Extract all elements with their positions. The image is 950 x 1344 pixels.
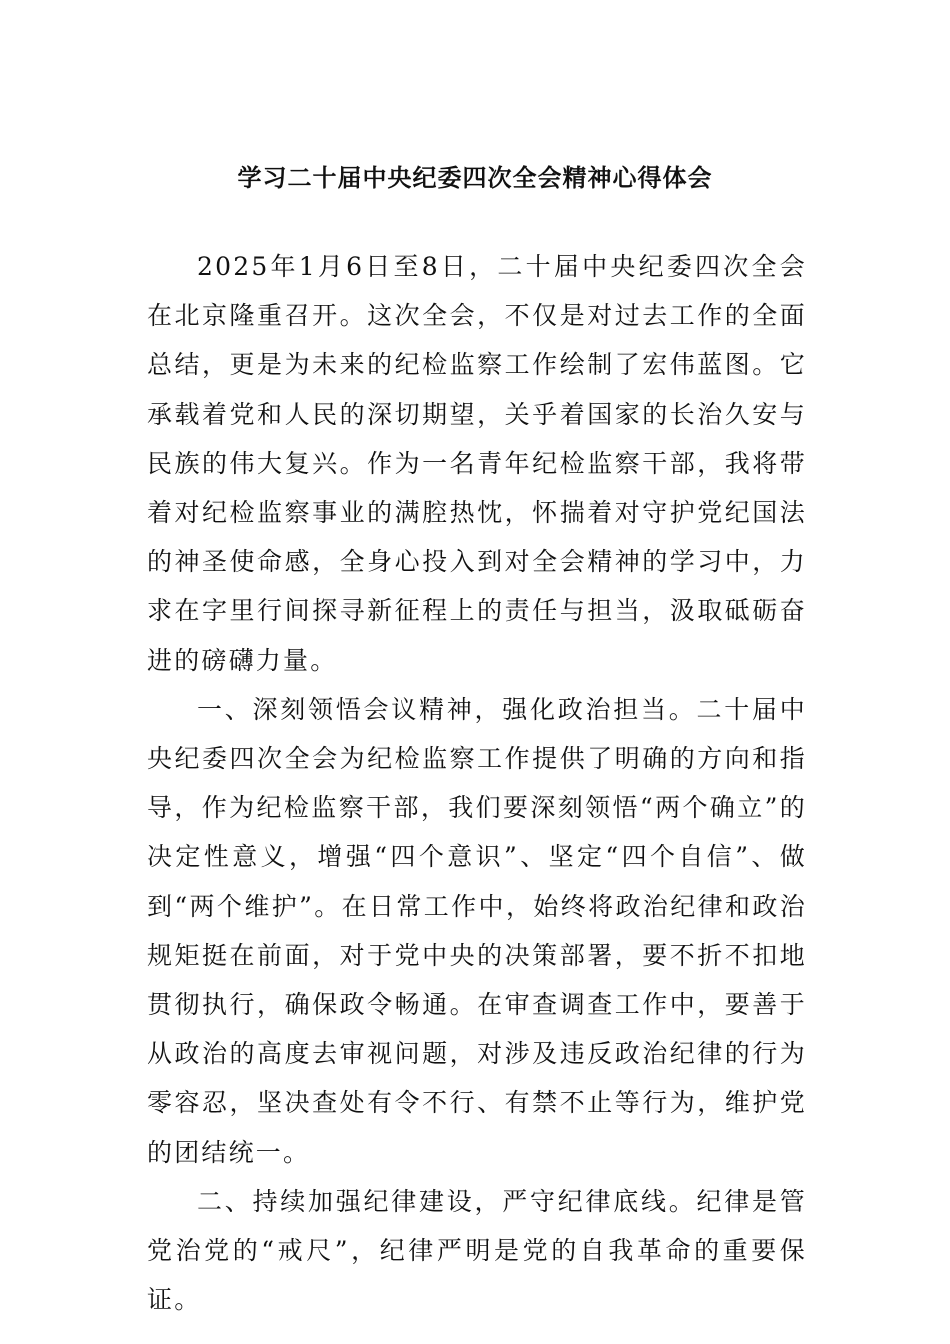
paragraph-intro: 2025年1月6日至8日，二十届中央纪委四次全会在北京隆重召开。这次全会，不仅是对过去工作的全面总结，更是为未来的纪检监察工作绘制了宏伟蓝图。它承载着党和人民的深切期望，关乎着国家的长治久安与民族的伟大复兴。作为一名青年纪检监察干部，我将带着对纪检监察事业的满腔热忱，怀揣着对守护党纪国法的神圣使命感，全身心投入到对全会精神的学习中，力求在字里行间探寻新征程上的责任与担当，汲取砥砺奋进的磅礴力量。 bbox=[147, 252, 807, 675]
document-body bbox=[147, 242, 807, 1324]
paragraph-section-1: 一、深刻领悟会议精神，强化政治担当。二十届中央纪委四次全会为纪检监察工作提供了明确的方向和指导，作为纪检监察干部，我们要深刻领悟“两个确立”的决定性意义，增强“四个意识”、坚定“四个自信”、做到“两个维护”。在日常工作中，始终将政治纪律和政治规矩挺在前面，对于党中央的决策部署，要不折不扣地贯彻执行，确保政令畅通。在审查调查工作中，要善于从政治的高度去审视问题，对涉及违反政治纪律的行为零容忍，坚决查处有令不行、有禁不止等行为，维护党的团结统一。 bbox=[147, 694, 807, 1167]
paragraph-section-2: 二、持续加强纪律建设，严守纪律底线。纪律是管党治党的“戒尺”，纪律严明是党的自我革命的重要保证。 bbox=[147, 1186, 807, 1315]
document-title: 学习二十届中央纪委四次全会精神心得体会 bbox=[237, 164, 713, 192]
